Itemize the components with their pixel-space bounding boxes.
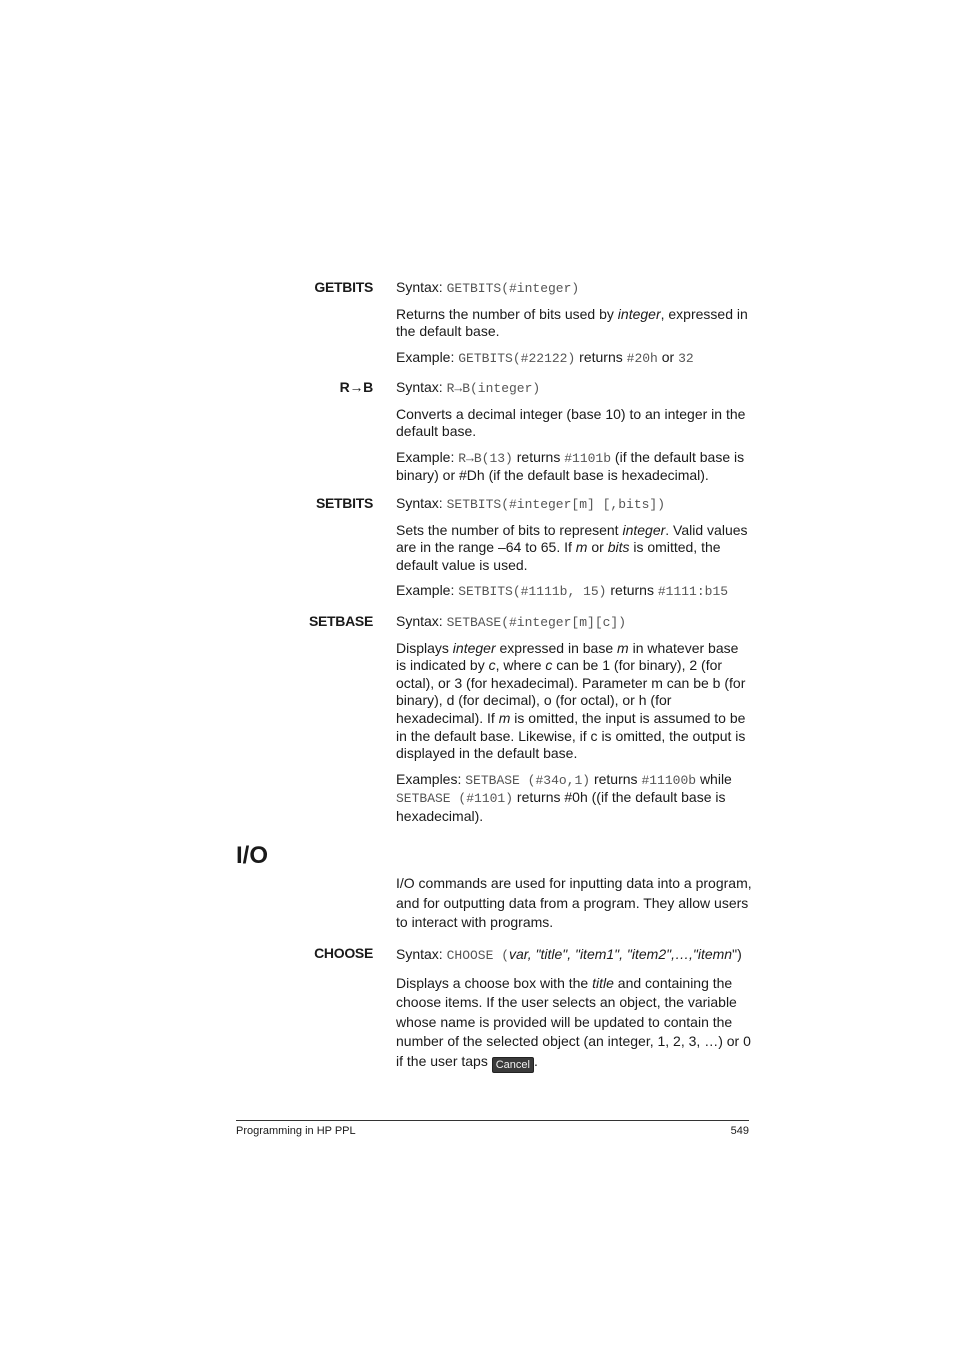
returns-text: returns (593, 770, 638, 787)
desc-text-2: . Valid values are in the range –64 to 65. If (396, 521, 748, 556)
returns-text: returns (579, 348, 623, 365)
desc-text-4: is omitted, the default value is used. (396, 539, 721, 573)
syntax-label: Syntax: (396, 495, 443, 511)
example-result: #1111:b15 (657, 584, 729, 600)
description (396, 974, 752, 1073)
desc-italic-2: m (575, 539, 588, 556)
body-choose (396, 945, 752, 1081)
syntax-label: Syntax: (396, 379, 443, 395)
example-label: Example: (396, 348, 455, 365)
returns-text: returns (516, 448, 561, 465)
desc-italic: integer (452, 639, 496, 656)
description (396, 306, 752, 341)
term-rtob: R→B (339, 379, 373, 395)
desc-text-6: is omitted, the input is assumed to be in the default base. Likewise, if c is omitted, the output is displayed in the default base. (396, 709, 746, 762)
example-tail: returns #0h ((if the default base is hexadecimal). (396, 789, 726, 824)
example-line (396, 582, 752, 601)
cancel-key-icon: Cancel (492, 1057, 534, 1073)
syntax-line (396, 495, 752, 514)
desc-text-2: and containing the choose items. If the user selects an object, the variable whose name is provided will be updated to contain the number of the selected object (an integer, 1, 2, 3, …) or 0 if the user taps (396, 974, 751, 1069)
syntax-line (396, 279, 752, 298)
example-result-2: 32 (678, 350, 694, 366)
desc-italic-3: c (488, 657, 496, 674)
example-result: #1101b (564, 450, 612, 466)
body-rtob (396, 379, 752, 493)
desc-text: Displays (396, 639, 453, 656)
syntax-code: R→B(integer) (446, 381, 541, 396)
section-intro: I/O commands are used for inputting data into a program, and for outputting data from a program. They allow users to interact with programs. (396, 875, 752, 930)
footer-rule (236, 1120, 749, 1121)
description (396, 640, 752, 763)
while-text: while (699, 770, 732, 787)
page-number: 549 (730, 1125, 749, 1137)
example-line (396, 449, 752, 485)
or-text: or (661, 348, 675, 365)
desc-italic-2: m (617, 639, 629, 656)
desc-text: Returns the number of bits used by (396, 305, 618, 322)
desc-text-2: , expressed in the default base. (396, 305, 748, 340)
example-result: #11100b (641, 772, 697, 788)
footer-title: Programming in HP PPL (236, 1125, 356, 1137)
desc-text-3: or (587, 539, 608, 556)
desc-italic: integer (622, 521, 666, 538)
desc-text-2: expressed in base (495, 639, 618, 656)
returns-text: returns (610, 582, 654, 599)
example-line (396, 349, 752, 368)
term-choose: CHOOSE (314, 945, 373, 961)
description (396, 522, 752, 575)
example-line (396, 771, 752, 826)
example-label: Examples: (396, 770, 462, 787)
desc-italic-5: m (498, 709, 511, 726)
syntax-code: GETBITS(#integer) (446, 281, 580, 296)
desc-text-4: , where (495, 657, 546, 674)
syntax-label: Syntax: (396, 946, 443, 962)
desc-italic-3: bits (607, 539, 630, 556)
syntax-line (396, 613, 752, 632)
term-getbits: GETBITS (314, 279, 373, 295)
syntax-code: SETBITS(#integer[m] [,bits]) (446, 497, 666, 512)
syntax-label: Syntax: (396, 279, 443, 295)
term-setbase: SETBASE (308, 613, 373, 629)
desc-italic: title (592, 974, 614, 991)
example-code-2: SETBASE (#1101) (396, 791, 514, 807)
desc-text: Sets the number of bits to represent (396, 521, 623, 538)
term-setbits: SETBITS (315, 495, 373, 511)
body-getbits (396, 279, 752, 375)
body-setbase (396, 613, 752, 834)
example-label: Example: (396, 582, 455, 599)
syntax-code: SETBASE(#integer[m][c]) (446, 615, 627, 630)
example-result: #20h (626, 350, 658, 366)
syntax-args: var, "title", "item1", "item2",…,"itemn (509, 946, 733, 962)
desc-text: Displays a choose box with the (396, 974, 593, 991)
syntax-code: CHOOSE ( (446, 948, 510, 963)
example-code: SETBASE (#34o,1) (465, 772, 591, 788)
example-tail: (if the default base is binary) or #Dh (if the default base is hexadecimal). (396, 448, 745, 484)
desc-text-5: can be 1 (for binary), 2 (for octal), or 3 (for hexadecimal). Parameter m can be b (for binary), d (for decimal), o (for octal), or h (for hexadecimal). If (396, 657, 746, 726)
example-code: GETBITS(#22122) (458, 350, 576, 366)
desc-italic-4: c (545, 657, 553, 674)
example-code: R→B(13) (458, 450, 513, 466)
desc-text-3: . (533, 1052, 538, 1069)
description: Converts a decimal integer (base 10) to an integer in the default base. (396, 405, 746, 440)
syntax-line (396, 945, 752, 966)
desc-text-3: in whatever base is indicated by (396, 639, 739, 674)
syntax-label: Syntax: (396, 613, 443, 629)
syntax-line (396, 379, 752, 398)
example-label: Example: (396, 448, 455, 465)
syntax-close: ") (732, 946, 742, 962)
body-setbits (396, 495, 752, 609)
desc-italic: integer (617, 305, 661, 322)
section-title-io: I/O (236, 842, 269, 869)
example-code: SETBITS(#1111b, 15) (458, 584, 607, 600)
